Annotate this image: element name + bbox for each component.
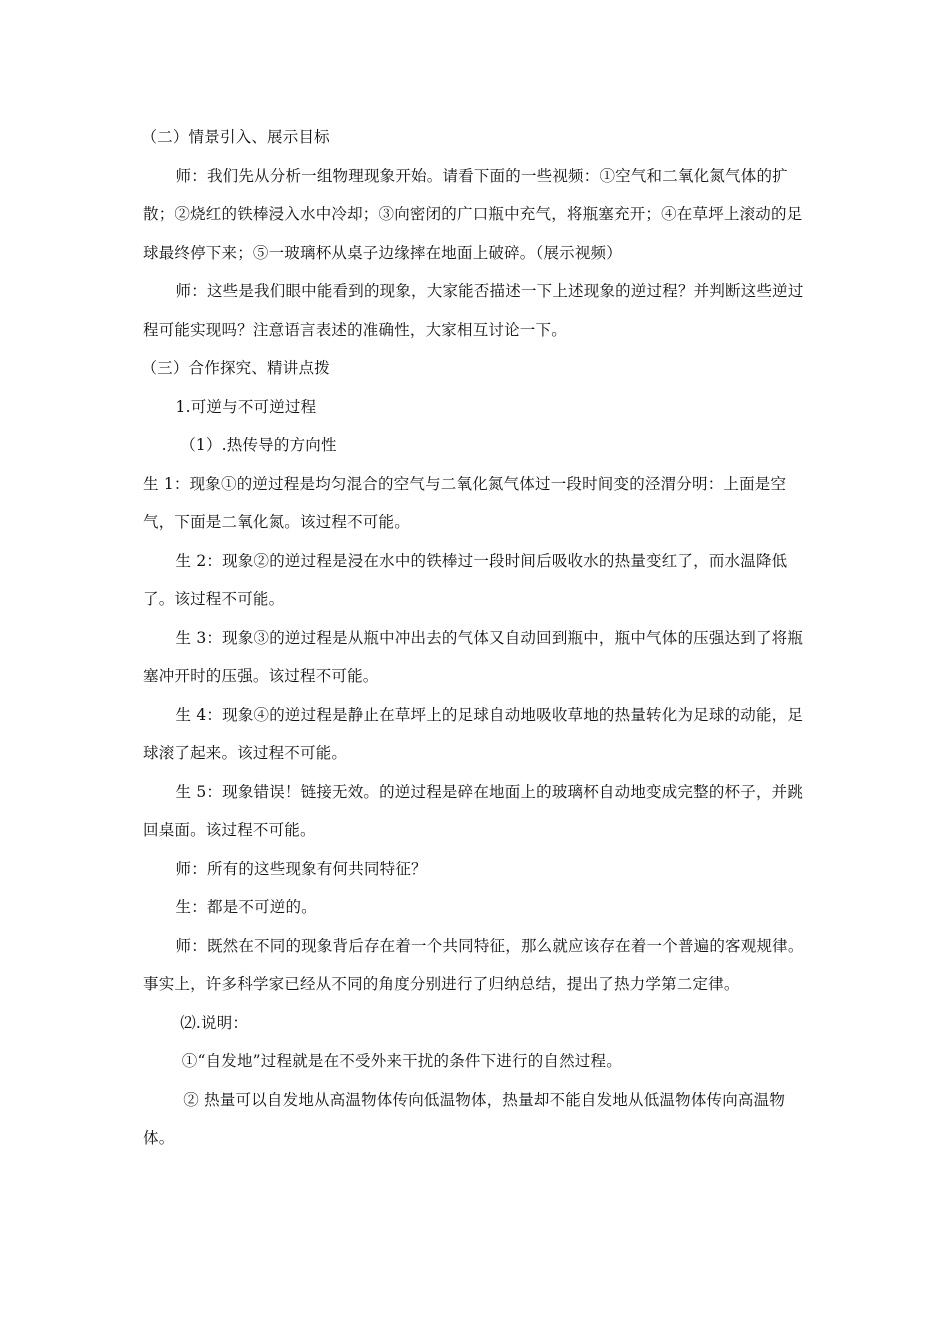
- student-answer-paragraph: 生 2：现象②的逆过程是浸在水中的铁棒过一段时间后吸收水的热量变红了，而水温降低了。该过程不可能。: [143, 551, 788, 608]
- student-answer-paragraph: 生 1：现象①的逆过程是均匀混合的空气与二氧化氮气体过一段时间变的泾渭分明：上面是空气，下面是二氧化氮。该过程不可能。: [143, 474, 787, 531]
- student-answer-paragraph: 生 5：现象错误！链接无效。的逆过程是碎在地面上的玻璃杯自动地变成完整的杯子，并跳回桌面。该过程不可能。: [143, 782, 804, 839]
- subsection-heading: ⑵.说明：: [180, 1013, 249, 1032]
- teacher-question-paragraph: 师：这些是我们眼中能看到的现象，大家能否描述一下上述现象的逆过程？并判断这些逆过程可能实现吗？注意语言表述的准确性，大家相互讨论一下。: [143, 282, 804, 339]
- note-paragraph: ② 热量可以自发地从高温物体传向低温物体，热量却不能自发地从低温物体传向高温物体。: [143, 1090, 786, 1147]
- teacher-conclusion-paragraph: 师：既然在不同的现象背后存在着一个共同特征，那么就应该存在着一个普遍的客观规律。事实上，许多科学家已经从不同的角度分别进行了归纳总结，提出了热力学第二定律。: [143, 936, 804, 993]
- subsection-heading: 1.可逆与不可逆过程: [175, 397, 317, 416]
- subsection-heading: （1）.热传导的方向性: [180, 436, 337, 454]
- student-answer-paragraph: 生 4：现象④的逆过程是静止在草坪上的足球自动地吸收草地的热量转化为足球的动能，足球滚了起来。该过程不可能。: [143, 705, 804, 762]
- section-heading: （三）合作探究、精讲点拨: [141, 359, 330, 377]
- document-body: [143, 118, 815, 1158]
- teacher-intro-paragraph: 师：我们先从分析一组物理现象开始。请看下面的一些视频：①空气和二氧化氮气体的扩散；②烧红的铁棒浸入水中冷却；③向密闭的广口瓶中充气，将瓶塞充开；④在草坪上滚动的足球最终停下来；⑤一玻璃杯从桌子边缘摔在地面上破碎。（展示视频）: [143, 166, 803, 262]
- student-answer-paragraph: 生：都是不可逆的。: [175, 898, 317, 916]
- note-paragraph: ①“自发地”过程就是在不受外来干扰的条件下进行的自然过程。: [181, 1052, 622, 1070]
- student-answer-paragraph: 生 3：现象③的逆过程是从瓶中冲出去的气体又自动回到瓶中，瓶中气体的压强达到了将瓶塞冲开时的压强。该过程不可能。: [143, 628, 804, 685]
- section-heading: （二）情景引入、展示目标: [141, 128, 330, 146]
- teacher-question-paragraph: 师：所有的这些现象有何共同特征？: [175, 859, 427, 878]
